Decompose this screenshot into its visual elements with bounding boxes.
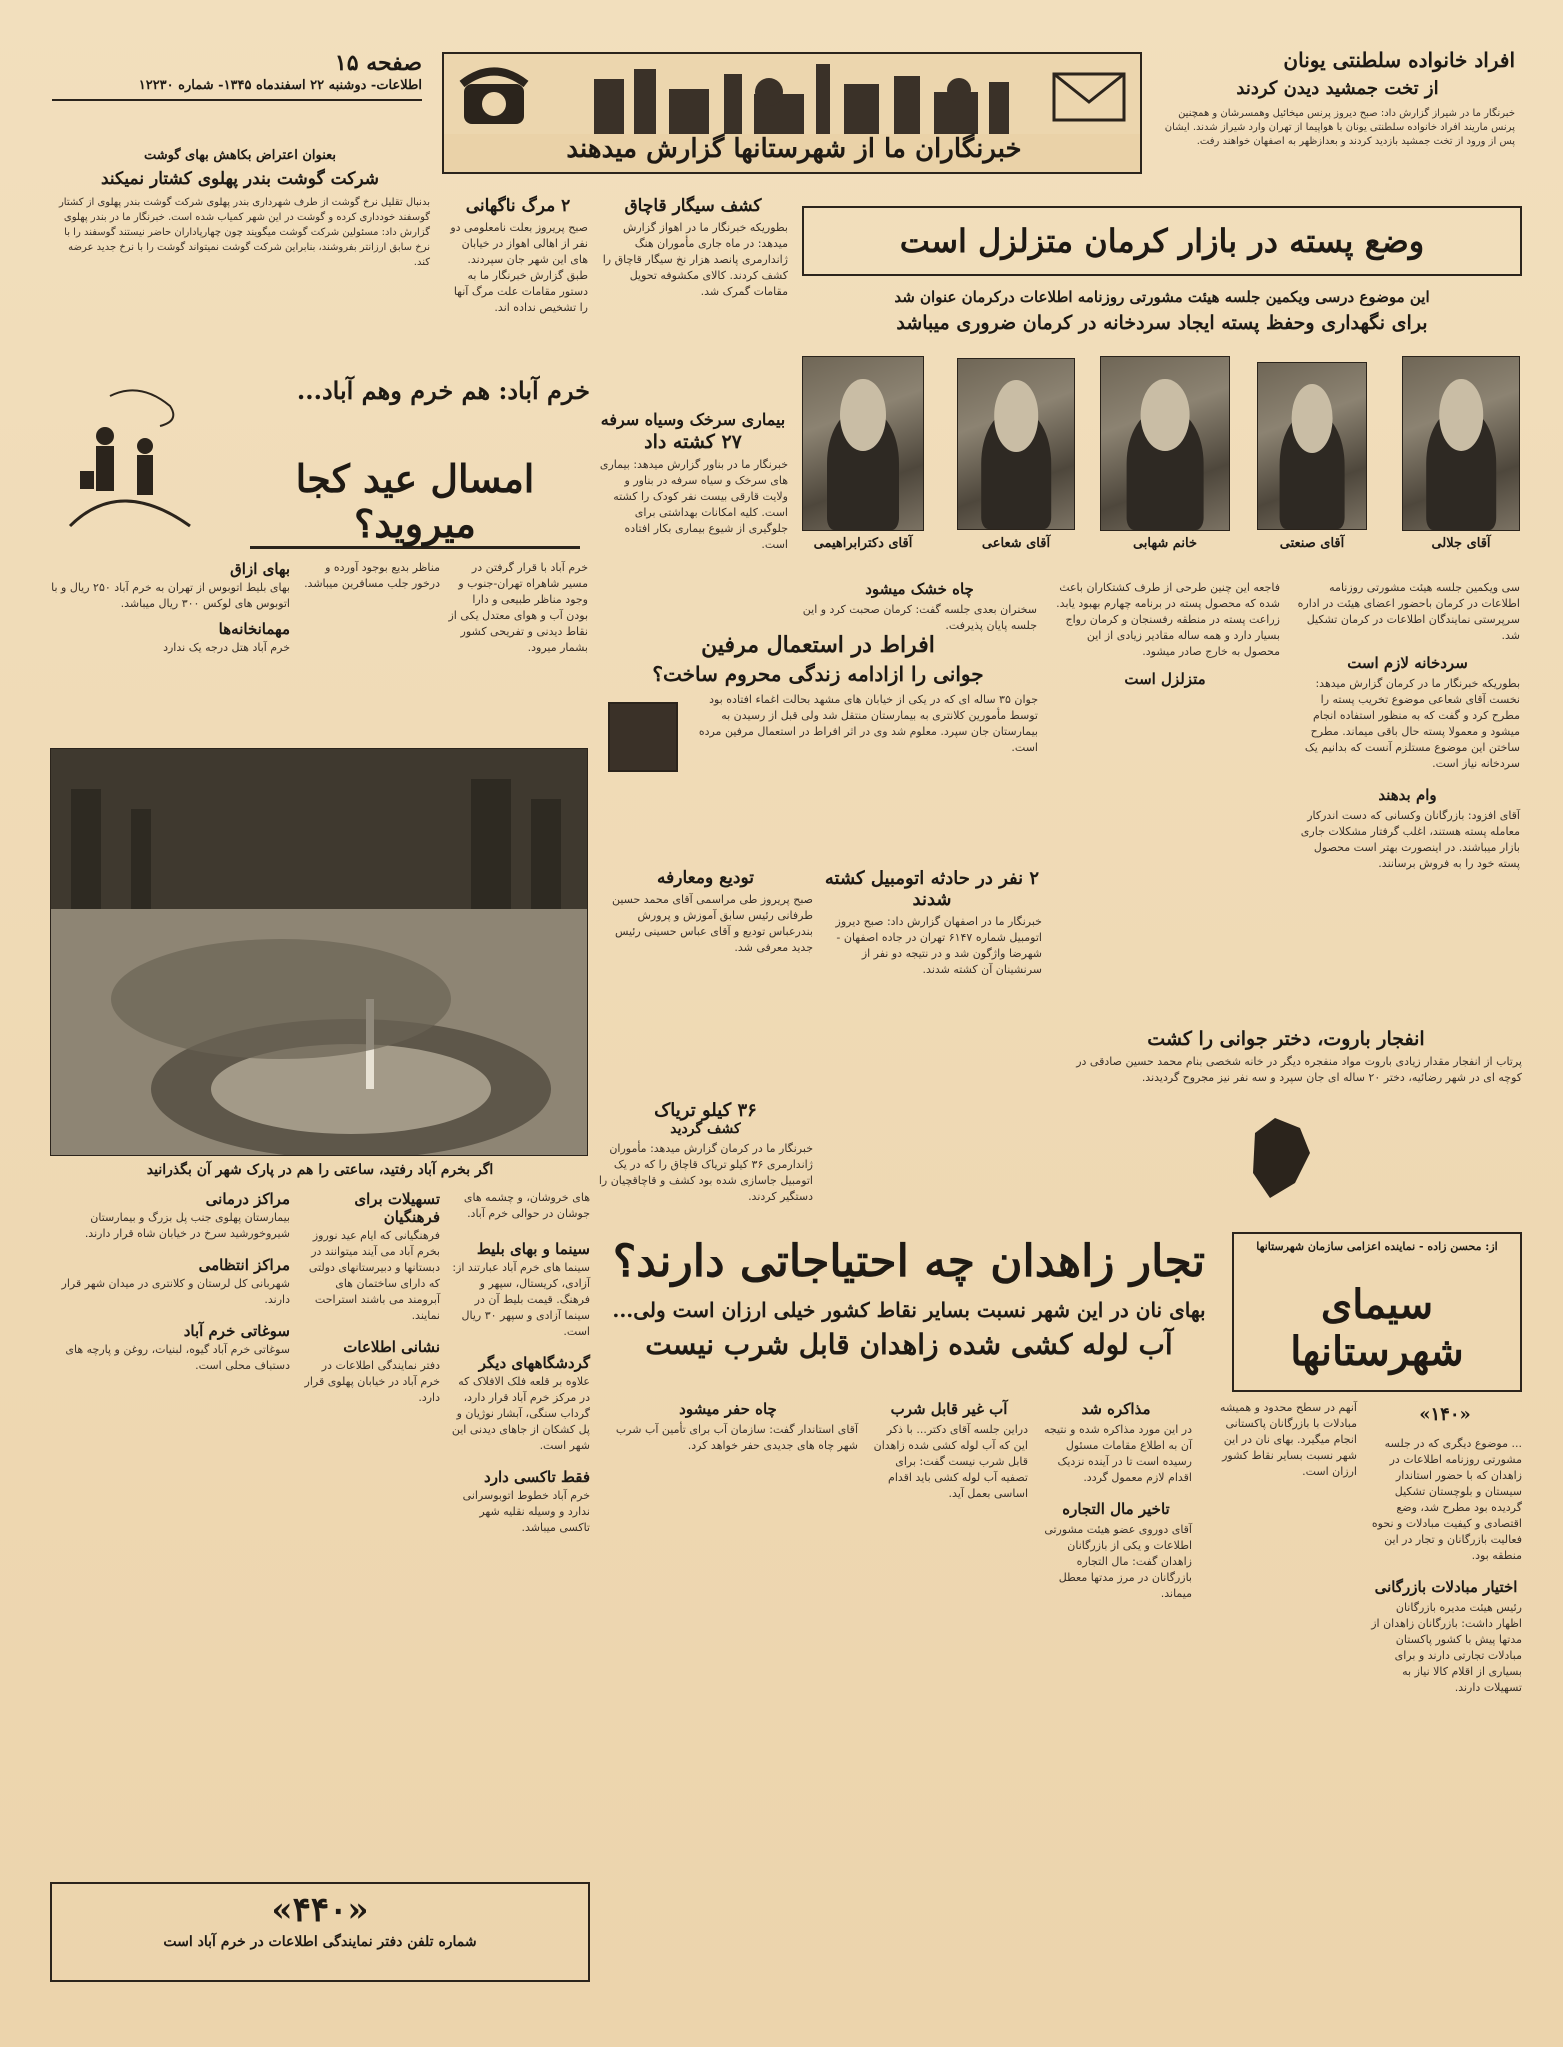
- facilities-body: فرهنگیانی که ایام عید نوروز بخرم آباد می آیند میتوانند در دبستانها و دبیرستانهای دولتی که دارای ساختمان های آبرومند می باشند استراحت نمایند.: [308, 1229, 440, 1322]
- morphine-article: [598, 632, 1038, 862]
- tour-body: علاوه بر قلعه فلک الافلاک که در مرکز خرم آباد قرار دارد، گرداب سنگی، آبشار نوژیان و پل کشکان از جاهای دیدنی این شهر است.: [451, 1375, 590, 1452]
- khorramabad-col1: [448, 560, 588, 730]
- page-header: [52, 50, 422, 110]
- sudden-death-article: [448, 196, 588, 396]
- morphine-subtitle: جوانی را ازادامه زندگی محروم ساخت؟: [652, 662, 984, 686]
- pistachio-deck1: این موضوع درسی ویکمین جلسه هیئت مشورتی روزنامه اطلاعات درکرمان عنوان شد: [894, 288, 1430, 306]
- portrait-photo: [802, 356, 924, 531]
- meat-article: [50, 148, 430, 363]
- greece-royal-article: [1160, 48, 1515, 198]
- hotels-body: خرم آباد هتل درجه یک ندارد: [163, 641, 290, 654]
- park-photo: [50, 748, 588, 1156]
- farewell-article: [598, 868, 813, 1088]
- meat-body: بدنبال تقلیل نرخ گوشت از طرف شهرداری بندر پهلوی شرکت گوشت بندر پهلوی از کشتار گوسفند خودداری کرده و گوشت در این شهر کمیاب شده است. خبرنگار ما در بندر پهلوی گزارش داد: مسئولین شرکت گوشت میگویند چون چهارپاداران حاضر نیستند گوسفند را با نرخ سابق ارزانتر بفروشند، بنابراین شرکت گوشت نمیتواند گوشت را با نرخ جدید عرضه کند.: [58, 197, 430, 268]
- portrait-caption: آقای دکترابراهیمی: [813, 536, 913, 551]
- accident-article: [822, 868, 1042, 1028]
- park-scene: [51, 749, 588, 1156]
- portrait-caption: خانم شهابی: [1132, 536, 1198, 551]
- map-illustration: [1245, 1113, 1315, 1203]
- portrait-photo: [1402, 356, 1520, 531]
- zahedan-col-3: [1040, 1400, 1192, 2000]
- phone-number: «۴۴۰»: [271, 1890, 369, 1930]
- souvenir-body: سوغاتی خرم آباد گیوه، لبنیات، روغن و پارچه های دستباف محلی است.: [65, 1343, 290, 1372]
- pistachio-headline-box: [802, 206, 1522, 276]
- installment-number: «۱۴۰»: [1419, 1404, 1471, 1425]
- loans-title: وام بدهند: [1378, 786, 1437, 804]
- measles-article: [598, 410, 788, 630]
- cold-storage-title: سردخانه لازم است: [1347, 654, 1468, 672]
- opium-article: [598, 1100, 813, 1230]
- morphine-body: جوان ۳۵ ساله ای که در یکی از خیابان های مشهد بحالت اغماء افتاده بود توسط مأمورین کلانتری به بیمارستان منتقل شد ولی قبل از رسیدن به بیمارستان جان سپرد. معلوم شد وی در اثر افراط در استعمال مرفین مرده است.: [698, 693, 1038, 754]
- portrait-photo: [957, 358, 1075, 530]
- trade-title: اختیار مبادلات بازرگانی: [1374, 1578, 1518, 1596]
- cigarette-body: بطوریکه خبرنگار ما در اهواز گزارش میدهد: در ماه جاری مأموران هنگ ژاندارمری پانصد هزار نخ سیگار قاچاق را کشف کردند. کالای مکشوفه تحویل مقامات گمرک شد.: [602, 221, 788, 298]
- trade-body: رئیس هیئت مدیره بازرگانان اظهار داشت: بازرگانان زاهدان از مدتها پیش با کشور پاکستان مبادلات تجارتی دارند و برای بسیاری از اقلام کالا نیاز به تسهیلات دارند.: [1371, 1601, 1522, 1694]
- zahedan-deck2: آب لوله کشی شده زاهدان قابل شرب نیست: [645, 1328, 1173, 1361]
- unstable-title: متزلزل است: [1124, 670, 1206, 688]
- where-going-question: امسال عید کجا میروید؟: [250, 456, 580, 549]
- pistachio-portraits: [802, 352, 1522, 562]
- loans-body: آقای افزود: بازرگانان وکسانی که دست اندرکار معامله پسته هستند، اغلب گرفتار مشکلات جاری بازار میباشند. در اینصورت بهتر است محصول پسته خود را به فروش برسانند.: [1300, 809, 1520, 870]
- zahedan-col-2: [1205, 1400, 1357, 2000]
- clinic-title: مراکز درمانی: [205, 1190, 290, 1208]
- police-body: شهربانی کل لرستان و کلانتری در میدان شهر قرار دارند.: [61, 1277, 290, 1306]
- delay-title: تاخیر مال التجاره: [1062, 1500, 1170, 1518]
- opium-title: ۳۶ کیلو تریاک: [654, 1100, 757, 1121]
- khorramabad-col2: [300, 560, 440, 730]
- portrait-photo: [1257, 362, 1367, 530]
- dateline: اطلاعات- دوشنبه ۲۲ اسفندماه ۱۳۴۵- شماره ۱۲۲۳۰: [138, 78, 422, 93]
- dry-well-body: سخنران بعدی جلسه گفت: کرمان صحبت کرد و این جلسه پایان پذیرفت.: [802, 603, 1037, 632]
- farewell-body: صبح پریروز طی مراسمی آقای محمد حسین طرفانی رئیس سابق آموزش و پرورش بندرعباس تودیع و آقای عباس حسینی رئیس جدید معرفی شد.: [611, 893, 813, 954]
- column-logo-text: سیمای شهرستانها: [1290, 1281, 1464, 1375]
- khorramabad-col1-body: خرم آباد با قرار گرفتن در مسیر شاهراه تهران-جنوب و وجود مناظر طبیعی و دارا بودن آب و هوای معتدل یکی از نقاط دیدنی و تفریحی کشور بشمار میرود.: [448, 561, 588, 654]
- opium-body: خبرنگار ما در کرمان گزارش میدهد: مأموران ژاندارمری ۳۶ کیلو تریاک قاچاق را که در یک اتومبیل جاسازی شده بود کشف و قاچاقچیان را دستگیر کردند.: [598, 1142, 813, 1203]
- envelope-icon: [1054, 74, 1124, 120]
- khorramabad-lower-col-left: [50, 1190, 290, 1870]
- fares-title: بهای ازاق: [230, 560, 290, 578]
- taxi-title: فقط تاکسی دارد: [484, 1468, 590, 1486]
- banner-title: خبرنگاران ما از شهرستانها گزارش میدهند: [566, 134, 1022, 164]
- police-title: مراکز انتظامی: [198, 1256, 290, 1274]
- accident-title: ۲ نفر در حادثه اتومبیل کشته شدند: [824, 868, 1040, 910]
- explosion-title: انفجار باروت، دختر جوانی را کشت: [1147, 1028, 1425, 1050]
- logo-badge: [608, 702, 678, 772]
- greece-subtitle: از تخت جمشید دیدن کردند: [1236, 78, 1439, 99]
- tour-title: گردشگاههای دیگر: [478, 1354, 590, 1372]
- delay-body: آقای دوروی عضو هیئت مشورتی اطلاعات و یکی از بازرگانان زاهدان گفت: مال التجاره بازرگانان در مرز مدتها معطل میماند.: [1044, 1523, 1192, 1600]
- travelers-illustration: [50, 376, 200, 546]
- zahedan-headline: تجار زاهدان چه احتیاجاتی دارند؟: [612, 1236, 1206, 1287]
- cities-column-logo: [1232, 1232, 1522, 1392]
- zahedan-col-5: [598, 1400, 858, 2000]
- water-title: آب غیر قابل شرب: [890, 1400, 1008, 1418]
- water-body: دراین جلسه آقای دکتر... با ذکر این که آب لوله کشی شده زاهدان قابل شرب نیست گفت: برای تصفیه آب لوله کشی باید اقدام اساسی بعمل آید.: [873, 1423, 1028, 1500]
- fares-body: بهای بلیط اتوبوس از تهران به خرم آباد ۲۵۰ ریال و با اتوبوس های لوکس ۳۰۰ ریال میباشد.: [51, 581, 290, 610]
- taxi-body: خرم آباد خطوط اتوبوسرانی ندارد و وسیله نقلیه شهر تاکسی میباشد.: [462, 1489, 590, 1534]
- measles-subtitle: ۲۷ کشته داد: [644, 431, 742, 453]
- opium-subtitle: کشف گردید: [670, 1121, 741, 1137]
- zahedan-headline-block: [598, 1232, 1220, 1422]
- zahedan-body1: ... موضوع دیگری که در جلسه مشورتی روزنامه اطلاعات در زاهدان که با حضور استاندار سیستان و بلوچستان تشکیل گردیده بود مطرح شد، وضع اقتصادی و کیفیت مبادلات و نحوه فعالیت بازرگانان و تجار در این منطقه بود.: [1371, 1437, 1522, 1562]
- pistachio-mid-body: فاجعه این چنین طرحی از طرف کشتکاران باعث شده که محصول پسته در برنامه چهارم بهبود یابد. زراعت پسته در منطقه رفسنجان و کرمان رواج بسیار دارد و همه ساله مقادیر زیادی از این محصول به خارج صادر میشود.: [1056, 581, 1280, 658]
- zahedan-col-4: [870, 1400, 1028, 2000]
- khorramabad-lower-col-right: [450, 1240, 590, 1960]
- sudden-death-body: صبح پریروز بعلت نامعلومی دو نفر از اهالی اهواز در خیابان های این شهر جان سپردند. طبق گزارش خبرنگار ما به دستور مقامات علت مرگ آنها را تشخیص نداده اند.: [450, 221, 588, 314]
- portrait-photo: [1100, 356, 1230, 531]
- sudden-death-title: ۲ مرگ ناگهانی: [465, 196, 571, 216]
- khorramabad-col2-body: مناظر بدیع بوجود آورده و درخور جلب مسافرین میباشد.: [304, 561, 440, 590]
- discuss-title: مذاکره شد: [1081, 1400, 1151, 1418]
- cigarette-article: [598, 196, 788, 396]
- greece-title: افراد خانواده سلطنتی یونان: [1283, 48, 1515, 72]
- cinema-body: سینما های خرم آباد عبارتند از: آزادی، کریستال، سپهر و فرهنگ. قیمت بلیط آن در سینما آزادی و سپهر ۳۰ ریال است.: [452, 1261, 590, 1338]
- farewell-title: تودیع ومعارفه: [657, 868, 754, 888]
- portrait-caption: آقای صنعتی: [1279, 536, 1345, 551]
- well-title: چاه حفر میشود: [679, 1400, 777, 1418]
- zahedan-col-1: [1370, 1436, 1522, 1996]
- khorramabad-mid-body: های خروشان، و چشمه های جوشان در حوالی خرم آباد.: [463, 1191, 590, 1220]
- portrait-caption: آقای جلالی: [1431, 536, 1491, 551]
- measles-body: خبرنگار ما در بناور گزارش میدهد: بیماری های سرخک و سیاه سرفه در بناور و ولایت قارقی بیست نفر کودک را کشته است. کلیه امکانات بهداشتی برای جلوگیری از شیوع بیماری بکار افتاده است.: [599, 458, 788, 551]
- clinic-body: بیمارستان پهلوی جنب پل بزرگ و بیمارستان شیروخورشید سرخ در خیابان شاه قرار دارند.: [84, 1211, 290, 1240]
- cinema-title: سینما و بهای بلیط: [476, 1240, 590, 1258]
- pistachio-headline: وضع پسته در بازار کرمان متزلزل است: [899, 222, 1425, 260]
- souvenir-title: سوغاتی خرم آباد: [183, 1322, 290, 1340]
- facilities-title: تسهیلات برای فرهنگیان: [354, 1190, 440, 1226]
- explosion-body: پرتاب از انفجار مقدار زیادی باروت مواد منفجره دیگر در خانه شخصی بنام محمد حسین صادقی در کوچه ای در شهر رضائیه، دختر ۲۰ ساله ای جان سپرد و سه نفر نیز مجروح گردیدند.: [1076, 1055, 1522, 1084]
- khorramabad-banner-title: خرم آباد: هم خرم وهم آباد...: [296, 376, 590, 405]
- khorramabad-col3: [50, 560, 290, 740]
- hotels-title: مهمانخانه‌ها: [218, 620, 290, 638]
- well-body: آقای استاندار گفت: سازمان آب برای تأمین آب شرب شهر چاه های جدیدی حفر خواهد کرد.: [615, 1423, 858, 1452]
- info-title: نشانی اطلاعات: [343, 1338, 440, 1356]
- discuss-body: در این مورد مذاکره شده و نتیجه آن به اطلاع مقامات مسئول رسیده است تا در آینده نزدیک اقدام لازم معمول گردد.: [1043, 1423, 1192, 1484]
- measles-title: بیماری سرخک وسیاه سرفه: [600, 410, 786, 429]
- accident-body: خبرنگار ما در اصفهان گزارش داد: صبح دیروز اتومبیل شماره ۶۱۴۷ تهران در جاده اصفهان - شهرضا واژگون شد و در نتیجه دو نفر از سرنشینان آن کشته شدند.: [835, 915, 1042, 976]
- pistachio-intro: سی ویکمین جلسه هیئت مشورتی روزنامه اطلاعات در کرمان باحضور اعضای هیئت در اداره سرپرستی نمایندگان اطلاعات در کرمان تشکیل شد.: [1297, 581, 1520, 642]
- info-body: دفتر نمایندگی اطلاعات در خرم آباد در خیابان پهلوی قرار دارد.: [304, 1359, 440, 1404]
- header-rule: [52, 99, 422, 101]
- phone-note: شماره تلفن دفتر نمایندگی اطلاعات در خرم آباد است: [163, 1934, 477, 1950]
- page-number: صفحه ۱۵: [334, 50, 422, 76]
- city-skyline-illustration: [444, 54, 1140, 134]
- column-byline: از: محسن زاده - نماینده اعزامی سازمان شهرستانها: [1256, 1240, 1498, 1253]
- explosion-article: [1050, 1028, 1522, 1228]
- greece-body: خبرنگار ما در شیراز گزارش داد: صبح دیروز پرنس میخائیل وهمسرشان و همچنین پرنس ماریند افراد خانواده سلطنتی یونان با هواپیما از تهران وارد شیراز شدند. ایشان پس از ورود از تخت جمشید بازدید کردند و بعدازظهر به اصفهان خواهند رفت.: [1164, 108, 1515, 147]
- cigarette-title: کشف سیگار قاچاق: [624, 196, 762, 216]
- pistachio-deck2: برای نگهداری وحفظ پسته ایجاد سردخانه در کرمان ضروری میباشد: [896, 312, 1428, 334]
- khorramabad-banner: [50, 376, 590, 554]
- zahedan-body2: آنهم در سطح محدود و همیشه مبادلات با بازرگانان پاکستانی انجام میگیرد. بهای نان در این شهر نسبت بسایر نقاط کشور ارزان است.: [1219, 1401, 1357, 1478]
- dry-well-title: چاه خشک میشود: [865, 580, 974, 598]
- khorramabad-lower-col-mid: [300, 1190, 440, 1930]
- khorramabad-mid-body-box: [450, 1190, 590, 1230]
- correspondents-banner: [442, 52, 1142, 174]
- cold-storage-body: بطوریکه خبرنگار ما در کرمان گزارش میدهد: نخست آقای شعاعی موضوع تخریب پسته را مطرح کرد و گفت که به منظور استفاده انجام میشود و معمولا پسته حال باقی میماند. مطرح ساختن این موضوع مستلزم آنست که بدانیم یک سردخانه نیاز است.: [1304, 677, 1520, 770]
- meat-title: شرکت گوشت بندر پهلوی کشتار نمیکند: [100, 169, 379, 189]
- zahedan-deck1: بهای نان در این شهر نسبت بسایر نقاط کشور خیلی ارزان است ولی...: [612, 1298, 1206, 1322]
- phone-box: [50, 1882, 590, 1982]
- portrait-caption: آقای شعاعی: [981, 536, 1051, 551]
- park-photo-caption: اگر بخرم آباد رفتید، ساعتی را هم در پارک شهر آن بگذرانید: [146, 1162, 494, 1178]
- morphine-title: افراط در استعمال مرفین: [701, 632, 935, 658]
- meat-kicker: بعنوان اعتراض بکاهش بهای گوشت: [143, 148, 337, 163]
